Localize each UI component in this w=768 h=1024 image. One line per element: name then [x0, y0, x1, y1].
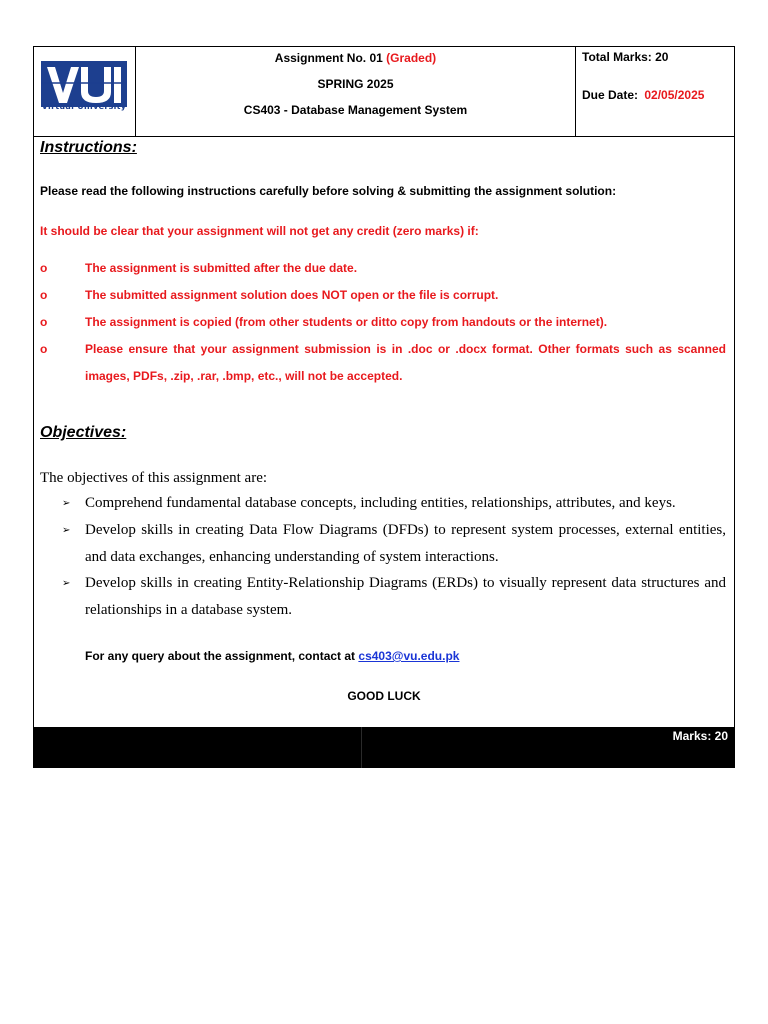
- content-box: [33, 137, 735, 727]
- total-marks: Total Marks: 20: [582, 50, 669, 64]
- objective-text: Comprehend fundamental database concepts, including entities, relationships, attributes, and keys.: [85, 495, 676, 511]
- good-luck: GOOD LUCK: [347, 689, 421, 703]
- instructions-intro: Please read the following instructions carefully before solving & submitting the assignment solution:: [40, 184, 617, 198]
- arrow-bullet-icon: ➢: [62, 578, 71, 589]
- rule-item: [40, 336, 726, 390]
- objective-item: [62, 517, 726, 571]
- rule-bullet: o: [40, 342, 48, 356]
- objective-item: [62, 570, 726, 624]
- arrow-bullet-icon: ➢: [62, 498, 71, 509]
- arrow-bullet-icon: ➢: [62, 525, 71, 536]
- rule-item: [40, 309, 726, 336]
- rule-bullet: o: [40, 288, 48, 302]
- rule-bullet: o: [40, 315, 48, 329]
- rule-text: The assignment is submitted after the due date.: [85, 261, 358, 275]
- rule-text: Please ensure that your assignment submission is in .doc or .docx format. Other formats such as scanned images, PDFs, .zip, .rar, .bmp, etc., will not be accepted.: [85, 342, 726, 383]
- footer-left-cell: [33, 727, 362, 768]
- footer-marks: Marks: 20: [672, 729, 728, 743]
- semester-label: SPRING 2025: [317, 77, 394, 91]
- graded-label: (Graded): [386, 51, 437, 65]
- objective-text: Develop skills in creating Data Flow Diagrams (DFDs) to represent system processes, external entities, and data exchanges, enhancing understanding of system interactions.: [85, 522, 726, 565]
- assignment-label: Assignment No. 01: [274, 51, 383, 65]
- contact-email-link[interactable]: cs403@vu.edu.pk: [358, 649, 460, 663]
- due-date-row: [582, 88, 734, 102]
- objectives-intro: The objectives of this assignment are:: [40, 470, 268, 486]
- instructions-heading: Instructions:: [40, 139, 137, 156]
- course-title: CS403 - Database Management System: [243, 103, 468, 117]
- rule-text: The assignment is copied (from other students or ditto copy from handouts or the internet).: [85, 315, 608, 329]
- header-table: [33, 46, 735, 137]
- contact-text: For any query about the assignment, contact at: [85, 649, 356, 663]
- contact-line: [85, 649, 459, 663]
- rule-item: [40, 255, 726, 282]
- rule-text: The submitted assignment solution does NOT open or the file is corrupt.: [85, 288, 499, 302]
- objective-text: Develop skills in creating Entity-Relationship Diagrams (ERDs) to visually represent data structures and relationships in a database system.: [85, 575, 726, 618]
- objective-item: [62, 490, 726, 517]
- credit-warning: It should be clear that your assignment will not get any credit (zero marks) if:: [40, 224, 479, 238]
- rule-bullet: o: [40, 261, 48, 275]
- footer-bar: [33, 727, 735, 768]
- assignment-title: [136, 50, 575, 76]
- objectives-heading: Objectives:: [40, 424, 127, 441]
- rule-item: [40, 282, 726, 309]
- title-cell: [136, 47, 576, 136]
- due-date-label: Due Date:: [582, 88, 639, 102]
- marks-cell: [576, 47, 734, 136]
- assignment-page: [33, 46, 735, 768]
- due-date-value: 02/05/2025: [644, 88, 705, 102]
- logo-subtitle: Virtual University: [41, 102, 127, 111]
- logo-cell: [34, 47, 136, 136]
